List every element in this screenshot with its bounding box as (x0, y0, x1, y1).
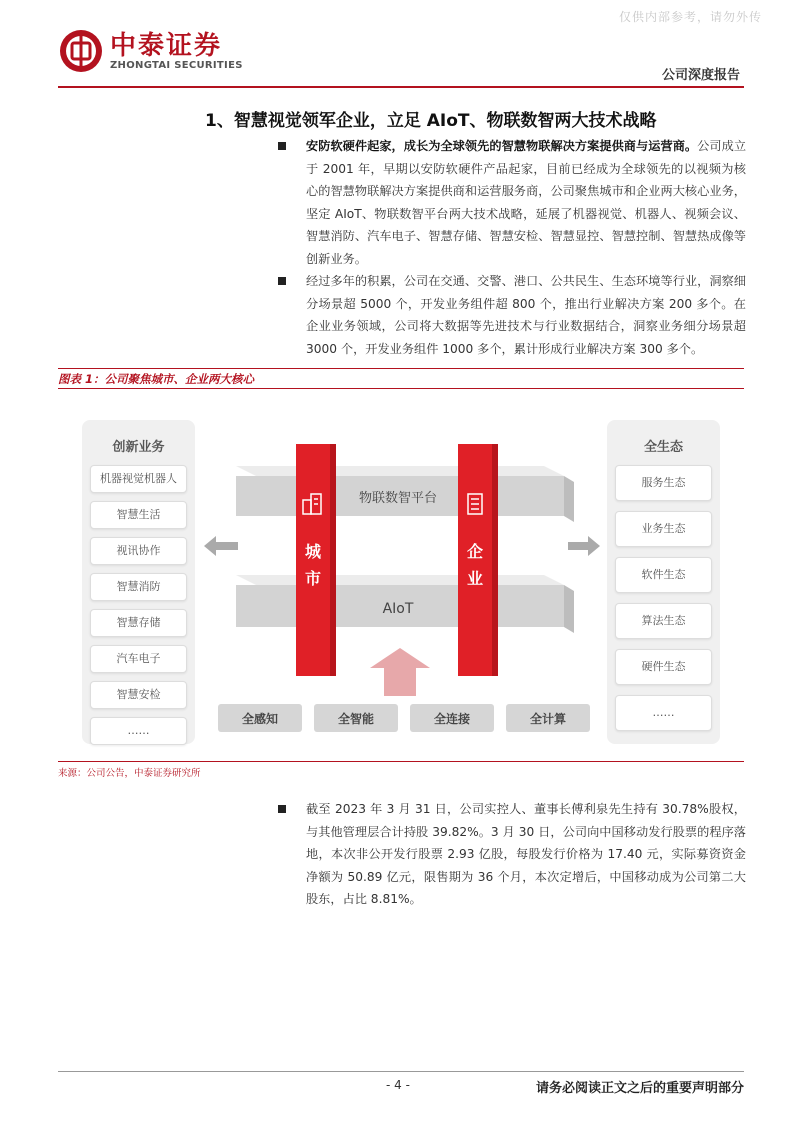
arrow-left-icon (204, 536, 238, 556)
header-divider (58, 86, 744, 88)
ecosystem-panel-title: 全生态 (643, 440, 683, 455)
watermark: 仅供内部参考，请勿外传 (618, 10, 762, 24)
enterprise-label-1: 企 (466, 542, 484, 561)
platform-diagram (198, 420, 606, 750)
platform-top-label: 物联数智平台 (358, 491, 438, 506)
base-label: 全连接 (433, 712, 471, 726)
base-label: 全计算 (529, 712, 567, 726)
platform-top-slab-side (564, 476, 574, 522)
arrow-right-icon (568, 536, 600, 556)
ecosystem-item: 服务生态 (615, 465, 712, 501)
enterprise-pillar-shade (492, 444, 498, 676)
intro-bullets (276, 135, 746, 360)
innovation-item: 汽车电子 (90, 645, 187, 673)
innovation-panel (82, 420, 195, 744)
bullet-1-lead: 安防软硬件起家，成长为全球领先的智慧物联解决方案提供商与运营商。 (306, 139, 698, 153)
logo-chinese-name: 中泰证券 (110, 30, 223, 61)
platform-top-slab-face (236, 466, 564, 476)
ecosystem-item: 软件生态 (615, 557, 712, 593)
platform-bottom-slab-face (236, 575, 564, 585)
bullet-paragraph-3 (276, 798, 746, 911)
figure-source: 来源：公司公告，中泰证券研究所 (58, 768, 201, 779)
city-label-2: 市 (304, 569, 322, 588)
figure-rule-bottom (58, 761, 744, 762)
logo-english-name: ZHONGTAI SECURITIES (110, 59, 243, 71)
enterprise-label-2: 业 (466, 569, 484, 588)
business-diagram (82, 420, 722, 750)
section-title: 1、智慧视觉领军企业，立足 AIoT、物联数智两大技术战略 (205, 111, 657, 131)
page-number: - 4 - (386, 1078, 410, 1092)
bullet-1-text: 公司成立于 2001 年，早期以安防软硬件产品起家，目前已经成为全球领先的以视频为核心的智慧物联解决方案提供商和运营服务商，公司聚焦城市和企业两大核心业务，坚定 AIoT、物联数智平台两大技术战略，延展了机器视觉、机器人、视频会议、智慧消防、汽车电子、智慧存储、智慧安检、智慧显控、智慧控制、智慧热成像等创新业务。 (306, 139, 747, 266)
innovation-panel-title: 创新业务 (112, 440, 165, 455)
innovation-item: 智慧生活 (90, 501, 187, 529)
innovation-item: 视讯协作 (90, 537, 187, 565)
ecosystem-item: 硬件生态 (615, 649, 712, 685)
base-label: 全智能 (337, 712, 375, 726)
ecosystem-panel (607, 420, 720, 744)
figure-rule-mid (58, 388, 744, 389)
shareholder-bullets (276, 798, 746, 911)
footer-divider (58, 1071, 744, 1072)
platform-bottom-label: AIoT (382, 601, 414, 617)
innovation-item: 智慧消防 (90, 573, 187, 601)
base-label: 全感知 (241, 712, 279, 726)
ecosystem-item: 业务生态 (615, 511, 712, 547)
bullet-paragraph-2 (276, 270, 746, 360)
platform-bottom-slab-side (564, 585, 574, 633)
arrow-up-icon (370, 648, 430, 696)
bullet-paragraph-1 (276, 135, 746, 270)
innovation-item: 智慧存储 (90, 609, 187, 637)
innovation-item: 智慧安检 (90, 681, 187, 709)
bullet-3-text: 截至 2023 年 3 月 31 日，公司实控人、董事长傅利泉先生持有 30.78%股权，与其他管理层合计持股 39.82%。3 月 30 日，公司向中国移动发行股票的程序落地，本次非公开发行股票 2.93 亿股，每股发行价格为 17.40 元，实际募资资金净额为 50.89 亿元，限售期为 36 个月，本次定增后，中国移动成为公司第二大股东，占比 8.81%。 (306, 802, 746, 906)
ecosystem-item: 算法生态 (615, 603, 712, 639)
innovation-item: …… (90, 717, 187, 745)
figure-rule-top (58, 368, 744, 369)
disclaimer-notice: 请务必阅读正文之后的重要声明部分 (535, 1081, 744, 1096)
bullet-square-icon (278, 277, 286, 285)
figure-caption: 图表 1：公司聚焦城市、企业两大核心 (58, 372, 255, 386)
company-logo (58, 28, 243, 74)
bullet-square-icon (278, 805, 286, 813)
city-label-1: 城 (304, 542, 322, 561)
bullet-square-icon (278, 142, 286, 150)
innovation-item: 机器视觉机器人 (90, 465, 187, 493)
report-type: 公司深度报告 (661, 68, 740, 83)
city-pillar-shade (330, 444, 336, 676)
zhongtai-logo-icon (58, 28, 104, 74)
bullet-2-text: 经过多年的积累，公司在交通、交警、港口、公共民生、生态环境等行业，洞察细分场景超 5000 个，开发业务组件超 800 个，推出行业解决方案 200 多个。在企业业务领域，公司将大数据等先进技术与行业数据结合，洞察业务细分场景超 3000 个，开发业务组件 1000 多个，累计形成行业解决方案 300 多个。 (306, 274, 746, 356)
ecosystem-item: …… (615, 695, 712, 731)
